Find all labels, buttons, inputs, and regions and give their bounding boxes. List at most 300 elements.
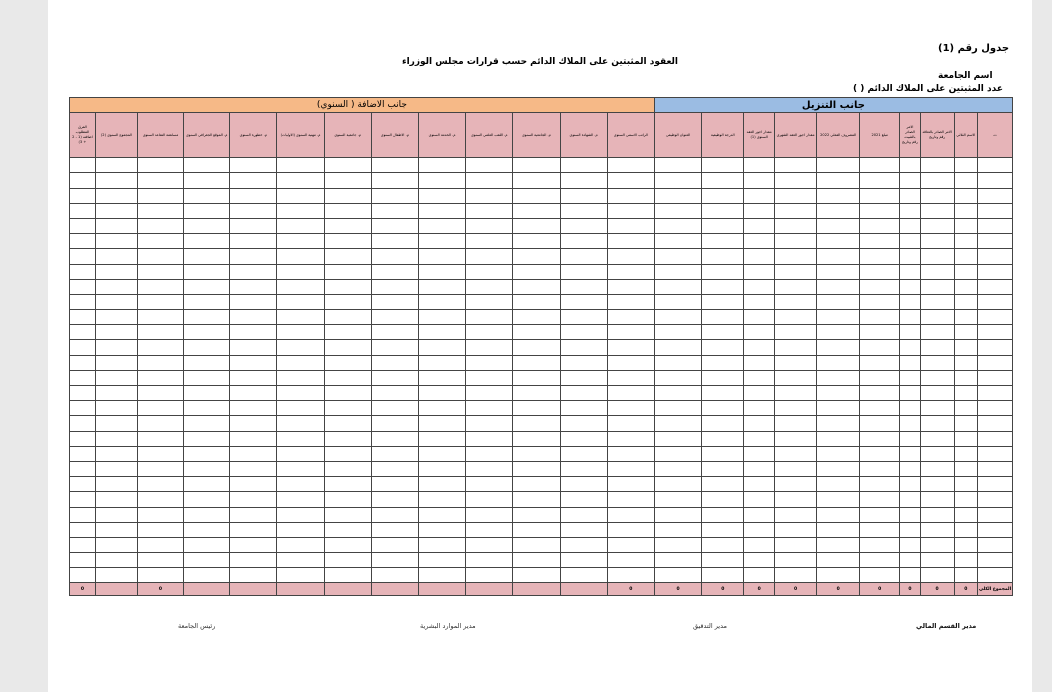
table-cell: [702, 386, 744, 401]
column-header: المصروف الفعلي 2022: [817, 113, 860, 158]
table-cell: [860, 234, 900, 249]
table-cell: [466, 492, 513, 507]
table-cell: [95, 279, 137, 294]
table-cell: [95, 249, 137, 264]
table-cell: [70, 158, 96, 173]
table-cell: [900, 492, 921, 507]
table-cell: [137, 416, 183, 431]
table-cell: [920, 553, 954, 568]
table-cell: [324, 568, 371, 583]
table-cell: [418, 477, 465, 492]
table-cell: [513, 492, 560, 507]
table-cell: [513, 279, 560, 294]
column-header: الدرجة الوظيفية: [702, 113, 744, 158]
table-row: [70, 507, 1013, 522]
column-header: م. الشهادة السنوي: [560, 113, 607, 158]
table-cell: [744, 401, 775, 416]
table-row: [70, 325, 1013, 340]
table-cell: [817, 446, 860, 461]
table-cell: [954, 386, 978, 401]
table-cell: [920, 188, 954, 203]
table-cell: [860, 325, 900, 340]
table-cell: [654, 279, 701, 294]
table-cell: [70, 355, 96, 370]
table-row: [70, 477, 1013, 492]
column-header: م. اللقب العلمي السنوي: [466, 113, 513, 158]
table-cell: [560, 416, 607, 431]
table-cell: [137, 492, 183, 507]
table-cell: [954, 568, 978, 583]
table-cell: [277, 203, 324, 218]
table-cell: [277, 234, 324, 249]
table-cell: [654, 173, 701, 188]
table-cell: [920, 264, 954, 279]
table-cell: [744, 386, 775, 401]
table-cell: [137, 401, 183, 416]
table-cell: [466, 310, 513, 325]
table-cell: [954, 507, 978, 522]
table-cell: [418, 431, 465, 446]
table-cell: [513, 325, 560, 340]
table-cell: [277, 158, 324, 173]
table-cell: [277, 507, 324, 522]
table-cell: [954, 234, 978, 249]
table-cell: [817, 492, 860, 507]
table-cell: [230, 492, 277, 507]
total-value: 0: [817, 583, 860, 596]
table-cell: [860, 477, 900, 492]
table-cell: [466, 294, 513, 309]
table-cell: [702, 461, 744, 476]
table-cell: [654, 355, 701, 370]
table-cell: [607, 492, 654, 507]
table-cell: [817, 431, 860, 446]
table-row: [70, 158, 1013, 173]
table-cell: [900, 234, 921, 249]
document-sheet: [48, 0, 1032, 692]
table-cell: [775, 386, 817, 401]
table-cell: [744, 188, 775, 203]
table-cell: [654, 370, 701, 385]
table-cell: [371, 537, 418, 552]
table-cell: [560, 158, 607, 173]
table-cell: [513, 264, 560, 279]
table-cell: [418, 492, 465, 507]
table-cell: [95, 386, 137, 401]
table-cell: [920, 446, 954, 461]
table-cell: [978, 294, 1013, 309]
table-cell: [277, 386, 324, 401]
total-value: 0: [744, 583, 775, 596]
table-cell: [775, 340, 817, 355]
table-cell: [978, 553, 1013, 568]
table-cell: [230, 310, 277, 325]
table-cell: [230, 294, 277, 309]
table-cell: [817, 264, 860, 279]
table-cell: [775, 218, 817, 233]
table-row: [70, 401, 1013, 416]
table-cell: [277, 522, 324, 537]
table-cell: [817, 370, 860, 385]
total-value: 0: [900, 583, 921, 596]
table-cell: [744, 461, 775, 476]
table-cell: [324, 507, 371, 522]
table-cell: [775, 234, 817, 249]
table-cell: [920, 355, 954, 370]
table-cell: [607, 355, 654, 370]
table-cell: [513, 249, 560, 264]
table-cell: [70, 264, 96, 279]
table-cell: [95, 325, 137, 340]
table-cell: [513, 431, 560, 446]
table-cell: [418, 568, 465, 583]
table-cell: [230, 522, 277, 537]
table-cell: [560, 553, 607, 568]
total-value: [418, 583, 465, 596]
table-cell: [137, 188, 183, 203]
table-cell: [607, 173, 654, 188]
table-cell: [607, 158, 654, 173]
table-cell: [418, 340, 465, 355]
table-cell: [900, 325, 921, 340]
total-value: 0: [775, 583, 817, 596]
table-cell: [324, 446, 371, 461]
table-cell: [230, 386, 277, 401]
table-cell: [137, 264, 183, 279]
table-cell: [920, 492, 954, 507]
table-cell: [371, 188, 418, 203]
table-cell: [978, 249, 1013, 264]
table-cell: [560, 173, 607, 188]
table-cell: [775, 203, 817, 218]
table-cell: [560, 492, 607, 507]
table-cell: [775, 188, 817, 203]
table-cell: [775, 431, 817, 446]
table-cell: [978, 522, 1013, 537]
table-row: [70, 553, 1013, 568]
column-header: ت: [978, 113, 1013, 158]
table-cell: [860, 218, 900, 233]
table-cell: [466, 264, 513, 279]
table-cell: [654, 553, 701, 568]
table-cell: [513, 446, 560, 461]
table-cell: [654, 310, 701, 325]
total-value: [184, 583, 230, 596]
table-cell: [920, 401, 954, 416]
table-cell: [418, 446, 465, 461]
table-cell: [137, 340, 183, 355]
total-value: [95, 583, 137, 596]
table-cell: [817, 173, 860, 188]
table-cell: [954, 446, 978, 461]
totals-row: [70, 583, 1013, 596]
table-cell: [184, 492, 230, 507]
total-value: [560, 583, 607, 596]
table-row: [70, 568, 1013, 583]
table-cell: [560, 537, 607, 552]
table-cell: [654, 401, 701, 416]
table-cell: [817, 218, 860, 233]
table-cell: [654, 158, 701, 173]
table-cell: [95, 310, 137, 325]
table-cell: [978, 416, 1013, 431]
table-cell: [371, 522, 418, 537]
table-cell: [744, 203, 775, 218]
table-cell: [978, 188, 1013, 203]
table-cell: [418, 537, 465, 552]
table-cell: [920, 477, 954, 492]
table-cell: [277, 340, 324, 355]
table-cell: [70, 386, 96, 401]
table-cell: [775, 158, 817, 173]
column-header: مقدار اجور العقد الشهري: [775, 113, 817, 158]
table-cell: [184, 568, 230, 583]
table-cell: [513, 234, 560, 249]
table-cell: [978, 492, 1013, 507]
table-cell: [978, 325, 1013, 340]
table-cell: [954, 279, 978, 294]
table-cell: [371, 492, 418, 507]
table-cell: [954, 218, 978, 233]
table-cell: [954, 401, 978, 416]
table-cell: [513, 386, 560, 401]
table-cell: [817, 461, 860, 476]
table-cell: [775, 537, 817, 552]
table-cell: [70, 249, 96, 264]
table-row: [70, 386, 1013, 401]
table-cell: [277, 416, 324, 431]
table-cell: [560, 477, 607, 492]
table-cell: [860, 401, 900, 416]
table-cell: [418, 158, 465, 173]
table-cell: [418, 249, 465, 264]
table-cell: [860, 203, 900, 218]
table-cell: [70, 507, 96, 522]
table-cell: [607, 249, 654, 264]
table-cell: [954, 173, 978, 188]
table-cell: [978, 218, 1013, 233]
table-cell: [95, 188, 137, 203]
table-cell: [95, 173, 137, 188]
table-cell: [466, 325, 513, 340]
table-cell: [95, 537, 137, 552]
table-cell: [137, 294, 183, 309]
table-cell: [607, 310, 654, 325]
table-cell: [371, 553, 418, 568]
table-cell: [371, 477, 418, 492]
table-cell: [978, 264, 1013, 279]
table-row: [70, 279, 1013, 294]
table-cell: [607, 218, 654, 233]
table-cell: [184, 279, 230, 294]
table-cell: [978, 386, 1013, 401]
table-cell: [900, 173, 921, 188]
table-cell: [560, 355, 607, 370]
table-cell: [513, 477, 560, 492]
table-cell: [418, 294, 465, 309]
table-cell: [277, 218, 324, 233]
table-cell: [900, 386, 921, 401]
table-cell: [920, 158, 954, 173]
table-cell: [607, 188, 654, 203]
table-row: [70, 203, 1013, 218]
table-cell: [560, 249, 607, 264]
table-cell: [137, 234, 183, 249]
table-cell: [466, 386, 513, 401]
table-cell: [920, 279, 954, 294]
table-cell: [324, 294, 371, 309]
table-cell: [230, 264, 277, 279]
table-cell: [466, 416, 513, 431]
table-cell: [978, 234, 1013, 249]
table-cell: [560, 370, 607, 385]
table-cell: [137, 249, 183, 264]
table-cell: [860, 416, 900, 431]
table-cell: [775, 279, 817, 294]
table-cell: [230, 537, 277, 552]
table-cell: [95, 355, 137, 370]
table-cell: [184, 158, 230, 173]
column-header: المجموع السنوي (2): [95, 113, 137, 158]
table-cell: [371, 203, 418, 218]
table-cell: [418, 310, 465, 325]
table-cell: [860, 188, 900, 203]
table-cell: [418, 370, 465, 385]
column-header: مبلغ 2021: [860, 113, 900, 158]
table-cell: [277, 477, 324, 492]
table-cell: [418, 416, 465, 431]
table-cell: [371, 416, 418, 431]
table-cell: [418, 218, 465, 233]
table-cell: [137, 325, 183, 340]
table-cell: [560, 203, 607, 218]
table-cell: [607, 416, 654, 431]
table-cell: [184, 310, 230, 325]
table-cell: [607, 325, 654, 340]
table-cell: [513, 507, 560, 522]
table-cell: [860, 568, 900, 583]
table-cell: [702, 522, 744, 537]
table-cell: [184, 431, 230, 446]
table-cell: [702, 234, 744, 249]
table-cell: [744, 492, 775, 507]
table-cell: [137, 173, 183, 188]
table-cell: [900, 477, 921, 492]
table-cell: [702, 446, 744, 461]
table-cell: [137, 431, 183, 446]
table-cell: [137, 370, 183, 385]
table-cell: [702, 325, 744, 340]
table-cell: [607, 203, 654, 218]
table-cell: [978, 431, 1013, 446]
table-cell: [654, 188, 701, 203]
table-cell: [277, 537, 324, 552]
table-cell: [277, 264, 324, 279]
table-cell: [184, 477, 230, 492]
column-header: العنوان الوظيفي: [654, 113, 701, 158]
table-cell: [817, 158, 860, 173]
table-cell: [137, 477, 183, 492]
table-cell: [184, 203, 230, 218]
table-cell: [513, 370, 560, 385]
table-cell: [95, 234, 137, 249]
table-cell: [775, 461, 817, 476]
total-value: 0: [654, 583, 701, 596]
table-cell: [702, 188, 744, 203]
table-cell: [277, 310, 324, 325]
table-cell: [702, 310, 744, 325]
table-cell: [654, 249, 701, 264]
table-cell: [817, 537, 860, 552]
table-cell: [184, 507, 230, 522]
total-value: 0: [954, 583, 978, 596]
table-cell: [466, 568, 513, 583]
table-cell: [744, 218, 775, 233]
table-cell: [466, 477, 513, 492]
table-cell: [371, 461, 418, 476]
table-cell: [920, 522, 954, 537]
table-cell: [324, 553, 371, 568]
total-value: 0: [702, 583, 744, 596]
table-cell: [418, 325, 465, 340]
table-cell: [817, 188, 860, 203]
table-cell: [513, 340, 560, 355]
table-cell: [920, 310, 954, 325]
table-cell: [702, 340, 744, 355]
column-header: م. مهنية السنوي (الاوليات): [277, 113, 324, 158]
table-cell: [607, 386, 654, 401]
table-cell: [744, 325, 775, 340]
table-cell: [70, 370, 96, 385]
table-cell: [513, 553, 560, 568]
table-cell: [137, 355, 183, 370]
table-cell: [654, 537, 701, 552]
table-cell: [513, 522, 560, 537]
table-cell: [702, 401, 744, 416]
contracts-table: [69, 97, 1013, 596]
table-cell: [230, 279, 277, 294]
table-cell: [560, 401, 607, 416]
table-cell: [371, 294, 418, 309]
table-cell: [70, 310, 96, 325]
table-cell: [744, 416, 775, 431]
table-cell: [920, 386, 954, 401]
table-cell: [560, 507, 607, 522]
column-header: م. الخدمة السنوي: [418, 113, 465, 158]
table-cell: [744, 370, 775, 385]
table-cell: [817, 553, 860, 568]
table-row: [70, 294, 1013, 309]
table-cell: [70, 325, 96, 340]
total-value: 0: [920, 583, 954, 596]
table-cell: [607, 522, 654, 537]
table-cell: [744, 355, 775, 370]
signature-audit-manager: مدير التدقيق: [693, 622, 728, 630]
table-row: [70, 492, 1013, 507]
section-tanzeel: جانب التنزيل: [654, 98, 1012, 113]
table-cell: [70, 553, 96, 568]
table-cell: [324, 234, 371, 249]
table-cell: [920, 173, 954, 188]
table-cell: [654, 340, 701, 355]
table-cell: [860, 294, 900, 309]
table-cell: [702, 158, 744, 173]
table-cell: [954, 553, 978, 568]
table-cell: [324, 310, 371, 325]
table-cell: [744, 310, 775, 325]
table-cell: [418, 461, 465, 476]
total-value: 0: [860, 583, 900, 596]
